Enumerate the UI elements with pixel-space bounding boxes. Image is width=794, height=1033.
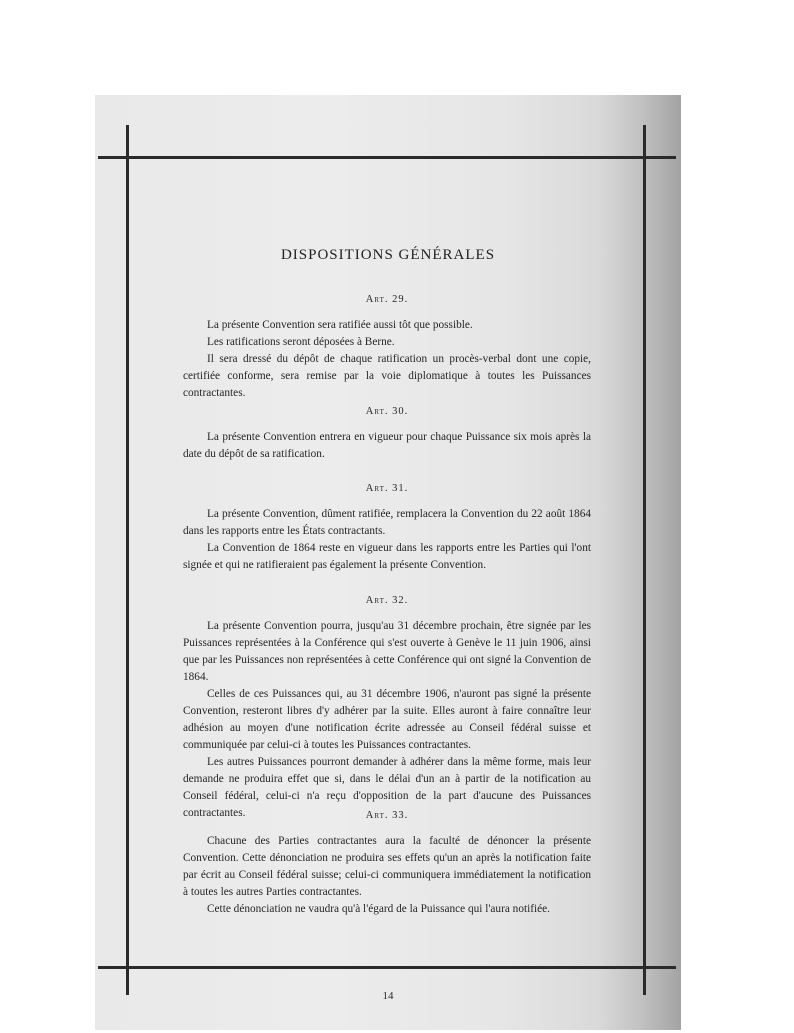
article-31: [183, 480, 591, 574]
article-paragraph: Les autres Puissances pourront demander à adhérer dans la même forme, mais leur demande ne produira effet que si, dans le délai d'un an à partir de la notification au Conseil fédéral, celui-ci n'a reçu d'opposition de la part d'aucune des Puissances contractantes.: [183, 756, 591, 819]
top-border-rule: [98, 156, 676, 159]
article-paragraph: La présente Convention sera ratifiée aussi tôt que possible.: [207, 319, 473, 331]
article-heading: Art. 31.: [365, 483, 409, 494]
article-heading: Art. 29.: [365, 294, 409, 305]
article-29: [183, 291, 591, 402]
article-paragraph: La présente Convention, dûment ratifiée, remplacera la Convention du 22 août 1864 dans les rapports entre les États contractants.: [183, 508, 591, 537]
page-number: 14: [382, 990, 394, 1002]
article-paragraph: Les ratifications seront déposées à Berne.: [207, 336, 395, 348]
article-paragraph: La Convention de 1864 reste en vigueur dans les rapports entre les Parties qui l'ont signée et qui ne ratifieraient pas également la présente Convention.: [183, 542, 591, 571]
page-title: DISPOSITIONS GÉNÉRALES: [280, 247, 496, 263]
article-paragraph: Cette dénonciation ne vaudra qu'à l'égard de la Puissance qui l'aura notifiée.: [207, 903, 551, 915]
bottom-border-rule: [98, 966, 676, 969]
article-32: [183, 592, 591, 822]
article-heading: Art. 30.: [365, 406, 409, 417]
article-heading: Art. 33.: [365, 810, 409, 821]
scanned-page: [95, 95, 681, 1030]
article-paragraph: Il sera dressé du dépôt de chaque ratification un procès-verbal dont une copie, certifiée conforme, sera remise par la voie diplomatique à toutes les Puissances contractantes.: [183, 353, 591, 399]
article-30: [183, 403, 591, 463]
article-paragraph: La présente Convention pourra, jusqu'au 31 décembre prochain, être signée par les Puissances représentées à la Conférence qui s'est ouverte à Genève le 11 juin 1906, ainsi que par les Puissances non représentées à cette Conférence qui ont signé la Convention de 1864.: [183, 620, 591, 683]
article-paragraph: Chacune des Parties contractantes aura la faculté de dénoncer la présente Convention. Cette dénonciation ne produira ses effets qu'un an après la notification faite par écrit au Conseil fédéral suisse; celui-ci communiquera immédiatement la notification à toutes les autres Parties contractantes.: [183, 835, 591, 898]
article-paragraph: Celles de ces Puissances qui, au 31 décembre 1906, n'auront pas signé la présente Convention, resteront libres d'y adhérer par la suite. Elles auront à faire connaître leur adhésion au moyen d'une notification écrite adressée au Conseil fédéral suisse et communiquée par celui-ci à toutes les Puissances contractantes.: [183, 688, 591, 751]
article-paragraph: La présente Convention entrera en vigueur pour chaque Puissance six mois après la date du dépôt de sa ratification.: [183, 431, 591, 460]
article-33: [183, 807, 591, 918]
article-heading: Art. 32.: [365, 595, 409, 606]
